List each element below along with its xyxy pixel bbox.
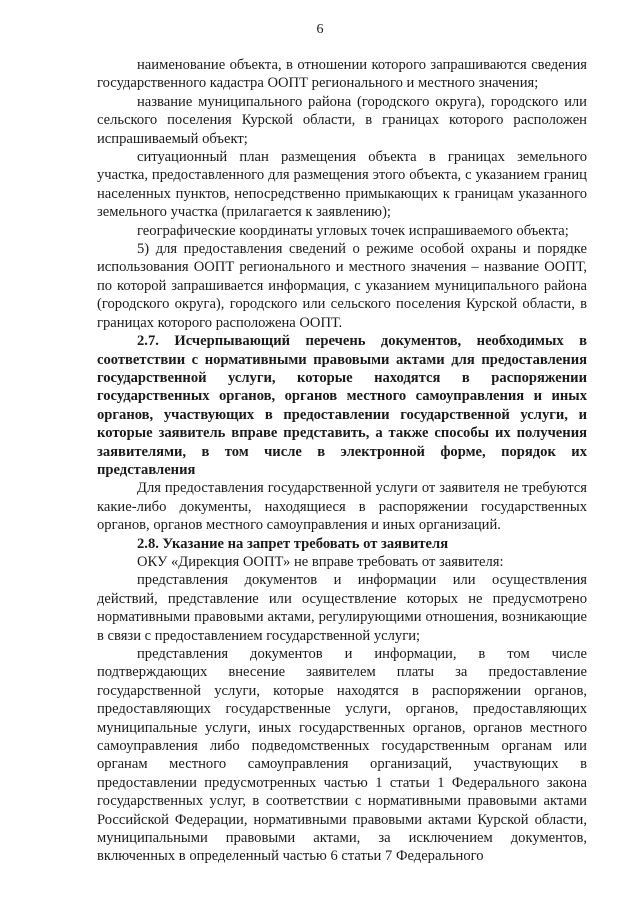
paragraph-prohibition-1: представления документов и информации или осуществления действий, представление или осуществление которых не предусмотрено нормативными правовыми актами, регулирующими отношения, возникающие в связи с предоставлением государственной услуги;: [97, 572, 587, 644]
section-heading-2-8: 2.8. Указание на запрет требовать от заявителя: [137, 535, 449, 552]
paragraph-district-name: название муниципального района (городского округа), городского или сельского поселения Курской области, в границах которого расположен испрашиваемый объект;: [97, 93, 587, 147]
paragraph-situation-plan: ситуационный план размещения объекта в границах земельного участка, предоставленного для размещения этого объекта, с указанием границ населенных пунктов, непосредственно примыкающих к границам указанного земельного участка (прилагается к заявлению);: [97, 149, 587, 221]
paragraph-oku-not-entitled: ОКУ «Дирекция ООПТ» не вправе требовать от заявителя:: [137, 553, 504, 570]
paragraph-coordinates: географические координаты угловых точек испрашиваемого объекта;: [137, 222, 569, 239]
page-number: 6: [316, 22, 324, 37]
paragraph-no-documents-required: Для предоставления государственной услуги от заявителя не требуются какие-либо документы, находящиеся в распоряжении государственных органов, органов местного самоуправления и иных организаций.: [97, 480, 587, 534]
section-heading-2-7: 2.7. Исчерпывающий перечень документов, необходимых в соответствии с нормативными правовыми актами для предоставления государственной услуги, которые находятся в распоряжении государственных органов, органов местного самоуправления и иных органов, участвующих в предоставлении государственной услуги, и которые заявитель вправе представить, а также способы их получения заявителями, в том числе в электронной форме, порядок их представления: [97, 333, 587, 478]
paragraph-object-name: наименование объекта, в отношении которого запрашиваются сведения государственного кадастра ООПТ регионального и местного значения;: [97, 57, 587, 92]
document-body: [97, 56, 587, 866]
paragraph-prohibition-2: представления документов и информации, в том числе подтверждающих внесение заявителем платы за предоставление государственной услуги, которые находятся в распоряжении органов, предоставляющих государственные услуги, органов, предоставляющих муниципальные услуги, иных государственных органов, органов местного самоуправления либо подведомственных государственным органам или органам местного самоуправления организаций, участвующих в предоставлении предусмотренных частью 1 статьи 1 Федерального закона государственных услуг, в соответствии с нормативными правовыми актами Российской Федерации, нормативными правовыми актами Курской области, муниципальными правовыми актами, за исключением документов, включенных в определенный частью 6 статьи 7 Федерального: [97, 646, 587, 865]
paragraph-item-5: 5) для предоставления сведений о режиме особой охраны и порядке использования ООПТ регионального и местного значения – название ООПТ, по которой запрашивается информация, с указанием муниципального района (городского округа), городского или сельского поселения Курской области, в границах которого расположена ООПТ.: [97, 241, 587, 331]
